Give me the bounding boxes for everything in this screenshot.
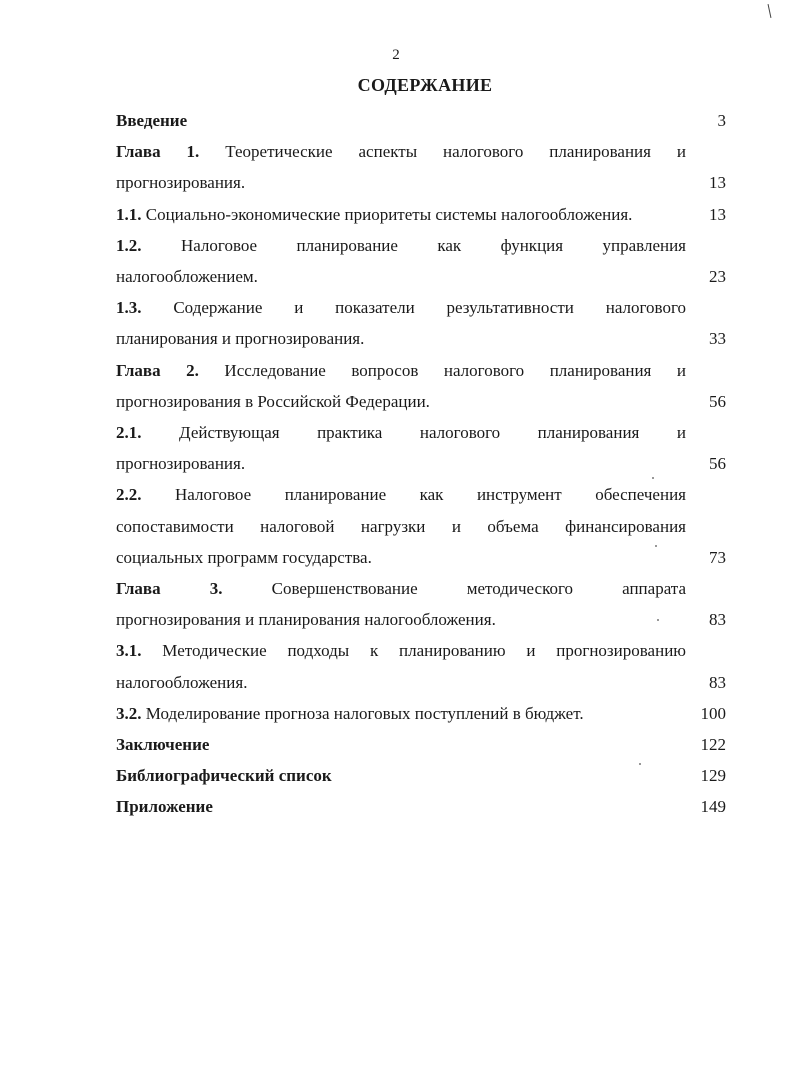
toc-entry-label: Теоретические аспекты налогового планирования и: [225, 142, 686, 162]
toc-entry-number: 1.2.: [116, 235, 142, 255]
toc-entry-appendix[interactable]: [116, 791, 726, 822]
toc-entry-conclusion[interactable]: [116, 729, 726, 760]
toc-page-number: 129: [700, 766, 726, 786]
page-number: 2: [392, 47, 400, 63]
toc-entry-label: прогнозирования и планирования налогообложения.: [116, 610, 496, 630]
toc-page-number: 3: [717, 111, 726, 130]
toc-page-number: 56: [709, 391, 726, 411]
toc-entry-number: 2.1.: [116, 423, 142, 443]
toc-entry-label: Методические подходы к планированию и прогнозированию: [162, 641, 686, 661]
page-title: СОДЕРЖАНИЕ: [357, 75, 493, 95]
toc-entry-section-3-1[interactable]: [116, 635, 726, 697]
toc-entry-section-1-1[interactable]: [116, 199, 726, 230]
toc-page-number: 23: [709, 267, 726, 287]
toc-page-number: 73: [709, 547, 726, 567]
toc-entry-number: 1.3.: [116, 298, 142, 318]
toc-entry-number: 1.1.: [116, 204, 142, 224]
toc-entry-chapter-2[interactable]: [116, 355, 726, 417]
toc-entry-number: Глава 2.: [116, 360, 199, 380]
toc-entry-introduction[interactable]: [116, 105, 726, 136]
toc-page-number: 33: [709, 329, 726, 349]
toc-entry-label: Налоговое планирование как инструмент обеспечения: [175, 485, 686, 505]
toc-entry-chapter-1[interactable]: [116, 136, 726, 198]
toc-entry-label: Введение: [116, 111, 188, 130]
toc-entry-label: Исследование вопросов налогового планирования и: [224, 360, 686, 380]
toc-entry-section-3-2[interactable]: [116, 698, 726, 729]
toc-entry-label: Совершенствование методического аппарата: [271, 579, 686, 599]
toc-entry-label: Заключение: [116, 735, 210, 755]
toc-entry-number: Глава 3.: [116, 579, 223, 599]
toc-entry-label: Библиографический список: [116, 766, 332, 786]
toc-entry-label: налогообложением.: [116, 267, 258, 287]
scan-artifact-mark: [768, 4, 772, 18]
toc-entry-label: Действующая практика налогового планирования и: [179, 423, 686, 443]
toc-entry-number: 3.1.: [116, 641, 142, 661]
toc-entry-label: социальных программ государства.: [116, 547, 372, 567]
toc-entry-section-1-3[interactable]: [116, 292, 726, 354]
toc-entry-label: Приложение: [116, 797, 213, 817]
toc-entry-label: Моделирование прогноза налоговых поступлений в бюджет.: [145, 703, 584, 723]
toc-entry-section-2-2[interactable]: [116, 479, 726, 573]
toc-entry-section-1-2[interactable]: [116, 230, 726, 292]
toc-entry-number: 3.2.: [116, 703, 142, 723]
toc-entry-number: Глава 1.: [116, 142, 200, 162]
toc-entry-label: планирования и прогнозирования.: [116, 329, 365, 349]
toc-entry-section-2-1[interactable]: [116, 417, 726, 479]
toc-page-number: 56: [709, 454, 726, 474]
toc-entry-label: прогнозирования в Российской Федерации.: [116, 391, 430, 411]
toc-entry-label: прогнозирования.: [116, 173, 246, 193]
table-of-contents: [116, 105, 726, 823]
toc-entry-label: налогообложения.: [116, 672, 248, 692]
toc-entry-label: Социально-экономические приоритеты системы налогообложения.: [145, 204, 633, 224]
toc-entry-label: прогнозирования.: [116, 454, 246, 474]
toc-entry-chapter-3[interactable]: [116, 573, 726, 635]
toc-page-number: 13: [709, 204, 726, 224]
toc-page-number: 122: [700, 735, 726, 755]
toc-page-number: 13: [709, 173, 726, 193]
toc-entry-bibliography[interactable]: [116, 760, 726, 791]
toc-page-number: 100: [700, 703, 726, 723]
toc-entry-number: 2.2.: [116, 485, 142, 505]
toc-entry-label: Налоговое планирование как функция управления: [180, 235, 687, 255]
toc-page-number: 149: [700, 797, 726, 817]
toc-page-number: 83: [709, 610, 726, 630]
toc-entry-label: сопоставимости налоговой нагрузки и объема финансирования: [116, 516, 686, 536]
toc-entry-label: Содержание и показатели результативности налогового: [173, 298, 687, 318]
toc-page-number: 83: [709, 672, 726, 692]
